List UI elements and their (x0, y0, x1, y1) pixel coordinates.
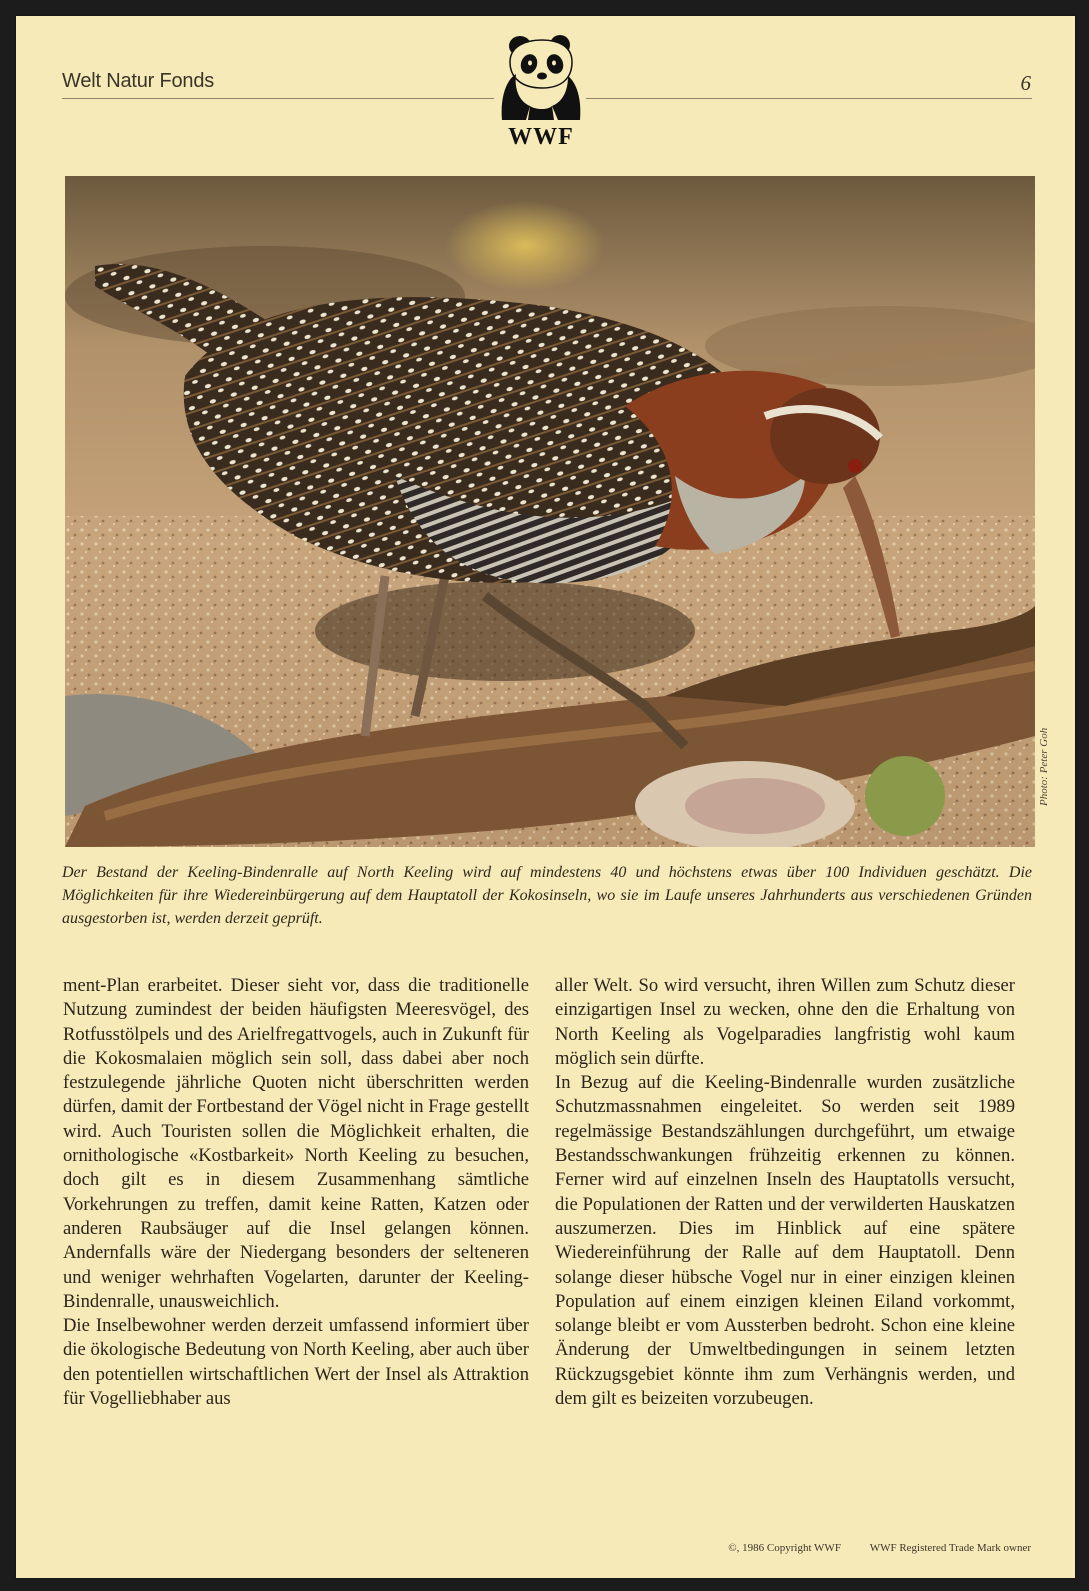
panda-icon (496, 32, 586, 124)
body-column-left (63, 974, 529, 1411)
footer (728, 1542, 1031, 1554)
page-number: 6 (1020, 71, 1031, 95)
photo-credit: Photo: Peter Goh (1038, 727, 1050, 806)
brochure-page (16, 16, 1075, 1578)
bird-photo-icon (65, 176, 1035, 847)
trademark-notice: WWF Registered Trade Mark owner (869, 1542, 1031, 1554)
header-rule-right (586, 98, 1032, 99)
header-rule-left (62, 98, 494, 99)
paragraph: In Bezug auf die Keeling-Bindenralle wurden zusätzliche Schutzmassnahmen eingeleitet. So werden seit 1989 regelmässige Bestandszählungen durchgeführt, um etwaige Bestandsschwankungen frühzeitig erkennen zu können. Ferner wird auf einzelnen Inseln des Hauptatolls versucht, die Populationen der Ratten und der verwilderten Hauskatzen auszumerzen. Dies im Hinblick auf eine spätere Wiedereinführung der Ralle auf dem Hauptatoll. Denn solange dieser hübsche Vogel nur in einer einzigen kleinen Population auf einem einzigen kleinen Eiland vorkommt, solange bleibt er vom Aussterben bedroht. Schon eine kleine Änderung der Umweltbedingungen in seinem letzten Rückzugsgebiet könnte ihm zum Verhängnis werden, und dem gilt es beizeiten vorzubeugen. (555, 1072, 1015, 1410)
copyright-notice: ©, 1986 Copyright WWF (728, 1542, 841, 1554)
buff-banded-rail-photo (65, 176, 1035, 847)
body-column-right (555, 974, 1015, 1411)
paragraph: Die Inselbewohner werden derzeit umfassend informiert über die ökologische Bedeutung von North Keeling, aber auch über den potentiellen wirtschaftlichen Wert der Insel als Attraktion für Vogelliebhaber aus (63, 1315, 529, 1410)
wwf-logo (496, 32, 586, 152)
organization-name: Welt Natur Fonds (62, 70, 215, 92)
photo-caption: Der Bestand der Keeling-Bindenralle auf North Keeling wird auf mindestens 40 und höchstens etwas über 100 Individuen geschätzt. Die Möglichkeiten für ihre Wiedereinbürgerung auf dem Hauptatoll der Kokosinseln, wo sie im Laufe unseres Jahrhunderts aus verschiedenen Gründen ausgestorben ist, werden derzeit geprüft. (62, 864, 1032, 927)
paragraph: ment-Plan erarbeitet. Dieser sieht vor, dass die traditionelle Nutzung zumindest der beiden häufigsten Meeresvögel, des Rotfusstölpels und des Arielfregattvogels, auch in Zukunft für die Kokosmalaien möglich sein soll, dass dabei aber noch festzulegende jährliche Quoten nicht überschritten werden dürfen, damit der Fortbestand der Vögel nicht in Frage gestellt wird. Auch Touristen sollen die Möglichkeit erhalten, die ornithologische «Kostbarkeit» North Keeling zu besuchen, doch gilt es in diesem Zusammenhang sämtliche Vorkehrungen zu treffen, damit keine Ratten, Katzen oder anderen Raubsäuger auf die Insel gelangen können. Andernfalls wäre der Niedergang besonders der selteneren und weniger wehrhaften Vogelarten, darunter der Keeling-Bindenralle, unausweichlich. (63, 975, 529, 1312)
wwf-logo-text: WWF (508, 124, 574, 150)
paragraph: aller Welt. So wird versucht, ihren Willen zum Schutz dieser einzigartigen Insel zu wecken, ohne den die Erhaltung von North Keeling als Vogelparadies langfristig wohl kaum möglich sein dürfte. (555, 975, 1015, 1069)
